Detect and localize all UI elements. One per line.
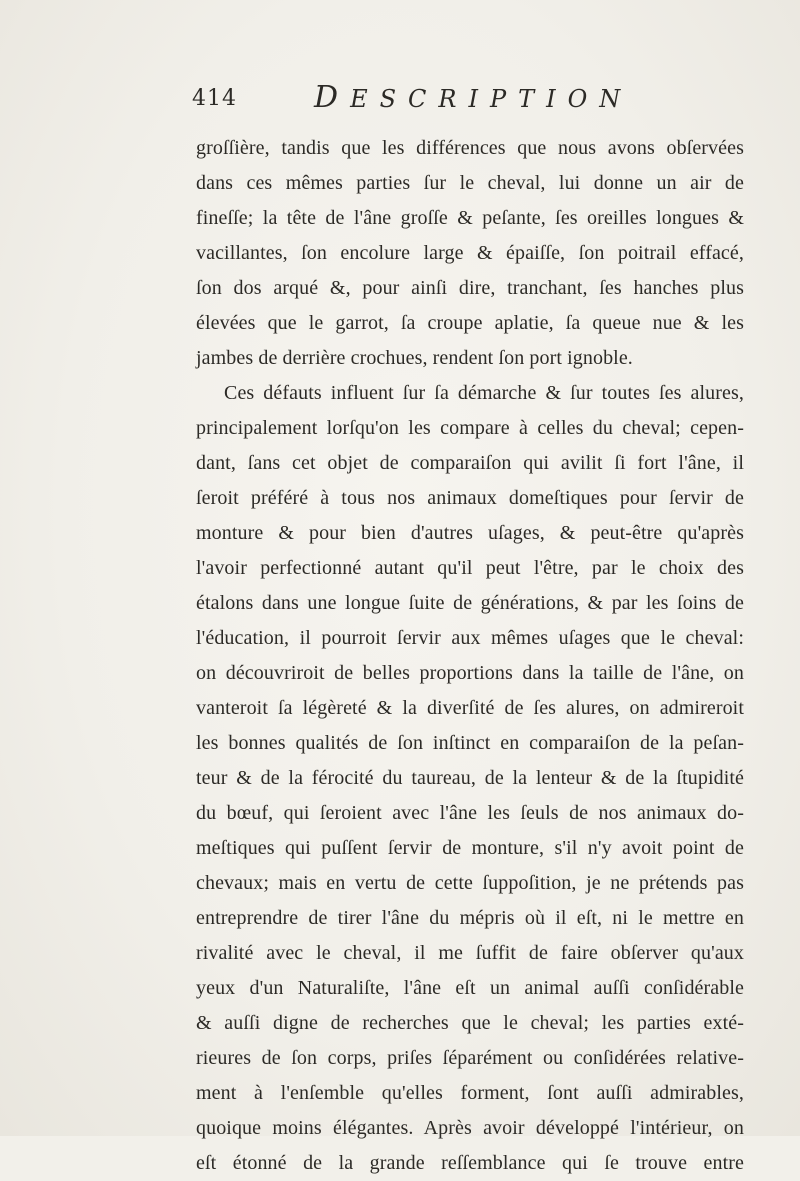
- text-line: étalons dans une longue ſuite de générations, & par les ſoins de: [196, 592, 744, 614]
- text-line: on découvriroit de belles proportions dans la taille de l'âne, on: [196, 662, 744, 684]
- text-line: entreprendre de tirer l'âne du mépris où il eſt, ni le mettre en: [196, 907, 744, 929]
- running-title-initial: D: [314, 80, 351, 115]
- text-line: teur & de la férocité du taureau, de la lenteur & de la ſtupidité: [196, 767, 744, 789]
- text-line: élevées que le garrot, ſa croupe aplatie, ſa queue nue & les: [196, 312, 744, 334]
- text-line: principalement lorſqu'on les compare à celles du cheval; cepen-: [196, 417, 744, 439]
- text-line: yeux d'un Naturaliſte, l'âne eſt un animal auſſi conſidérable: [196, 977, 744, 999]
- text-line: eſt étonné de la grande reſſemblance qui ſe trouve entre: [196, 1152, 744, 1174]
- text-line: ſeroit préféré à tous nos animaux domeſtiques pour ſervir de: [196, 487, 744, 509]
- text-line: jambes de derrière crochues, rendent ſon port ignoble.: [196, 347, 633, 369]
- running-title: [314, 80, 632, 115]
- text-line: rieures de ſon corps, priſes ſéparément ou conſidérées relative-: [196, 1047, 744, 1069]
- text-line: dans ces mêmes parties ſur le cheval, lui donne un air de: [196, 172, 744, 194]
- text-line: l'éducation, il pourroit ſervir aux mêmes uſages que le cheval:: [196, 627, 744, 649]
- body-text: [196, 131, 744, 1181]
- text-line: quoique moins élégantes. Après avoir développé l'intérieur, on: [196, 1117, 744, 1139]
- text-line: les bonnes qualités de ſon inſtinct en comparaiſon de la peſan-: [196, 732, 744, 754]
- text-line: rivalité avec le cheval, il me ſuffit de faire obſerver qu'aux: [196, 942, 744, 964]
- text-line: dant, ſans cet objet de comparaiſon qui avilit ſi fort l'âne, il: [196, 452, 744, 474]
- page-header: [192, 80, 720, 120]
- text-line: monture & pour bien d'autres uſages, & peut-être qu'après: [196, 522, 744, 544]
- text-line: du bœuf, qui ſeroient avec l'âne les ſeuls de nos animaux do-: [196, 802, 744, 824]
- running-title-rest: ESCRIPTION: [350, 85, 633, 113]
- text-line: vacillantes, ſon encolure large & épaiſſe, ſon poitrail effacé,: [196, 242, 744, 264]
- text-line: groſſière, tandis que les différences que nous avons obſervées: [196, 137, 744, 159]
- page-number: 414: [192, 86, 237, 111]
- text-line: fineſſe; la tête de l'âne groſſe & peſante, ſes oreilles longues &: [196, 207, 744, 229]
- text-line: & auſſi digne de recherches que le cheval; les parties exté-: [196, 1012, 744, 1034]
- text-line: Ces défauts influent ſur ſa démarche & ſur toutes ſes alures,: [224, 382, 744, 404]
- text-line: l'avoir perfectionné autant qu'il peut l'être, par le choix des: [196, 557, 744, 579]
- text-line: meſtiques qui puſſent ſervir de monture, s'il n'y avoit point de: [196, 837, 744, 859]
- text-line: vanteroit ſa légèreté & la diverſité de ſes alures, on admireroit: [196, 697, 744, 719]
- text-line: chevaux; mais en vertu de cette ſuppoſition, je ne prétends pas: [196, 872, 744, 894]
- text-line: ment à l'enſemble qu'elles forment, ſont auſſi admirables,: [196, 1082, 744, 1104]
- text-line: ſon dos arqué &, pour ainſi dire, tranchant, ſes hanches plus: [196, 277, 744, 299]
